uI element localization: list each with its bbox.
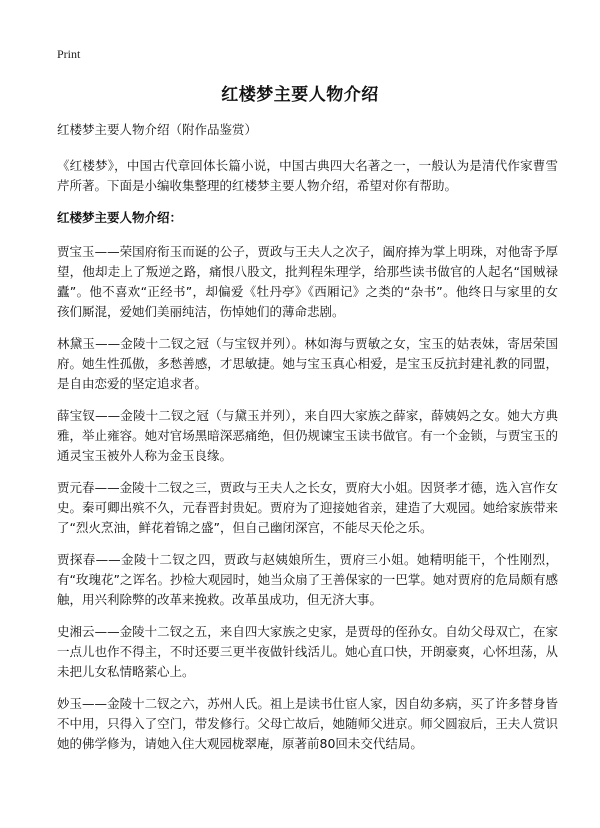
character-paragraph-baochai: 薛宝钗——金陵十二钗之冠（与黛玉并列），来自四大家族之薛家，薛姨妈之女。她大方典雅，举止雍容。她对官场黑暗深恶痛绝，但仍规谏宝玉读书做官。有一个金锁，与贾宝玉的通灵宝玉被外人称为金玉良缘。 <box>57 408 558 463</box>
article-body <box>57 120 558 766</box>
character-paragraph-daiyu: 林黛玉——金陵十二钗之冠（与宝钗并列）。林如海与贾敏之女，宝玉的姑表妹，寄居荣国府。她生性孤傲，多愁善感，才思敏捷。她与宝玉真心相爱，是宝玉反抗封建礼教的同盟，是自由恋爱的坚定追求者。 <box>57 336 558 391</box>
article-subtitle: 红楼梦主要人物介绍（附作品鉴赏） <box>57 122 258 137</box>
character-paragraph-yuanchun: 贾元春——金陵十二钗之三，贾政与王夫人之长女，贾府大小姐。因贤孝才德，选入宫作女史。秦可卿出殡不久，元春晋封贵妃。贾府为了迎接她省亲，建造了大观园。她给家族带来了“烈火烹油，鲜花着锦之盛”，但自己幽闭深宫，不能尽天伦之乐。 <box>57 480 558 535</box>
section-heading: 红楼梦主要人物介绍： <box>57 210 183 225</box>
character-paragraph-xiangyun: 史湘云——金陵十二钗之五，来自四大家族之史家，是贾母的侄孙女。自幼父母双亡，在家一点儿也作不得主，不时还要三更半夜做针线活儿。她心直口快，开朗豪爽，心怀坦荡，从未把儿女私情略萦心上。 <box>57 624 558 679</box>
page-title: 红楼梦主要人物介绍 <box>221 85 379 105</box>
character-paragraph-miaoyu: 妙玉——金陵十二钗之六，苏州人氏。祖上是读书仕宦人家，因自幼多病，买了许多替身皆不中用，只得入了空门，带发修行。父母亡故后，她随师父进京。师父圆寂后，王夫人赏识她的佛学修为，请她入住大观园栊翠庵，原著前80回未交代结局。 <box>57 696 558 751</box>
intro-paragraph: 《红楼梦》，中国古代章回体长篇小说，中国古典四大名著之一，一般认为是清代作家曹雪芹所著。下面是小编收集整理的红楼梦主要人物介绍，希望对你有帮助。 <box>57 158 558 193</box>
character-paragraph-tanchun: 贾探春——金陵十二钗之四，贾政与赵姨娘所生，贾府三小姐。她精明能干，个性刚烈，有“玫瑰花”之诨名。抄检大观园时，她当众扇了王善保家的一巴掌。她对贾府的危局颇有感触，用兴利除弊的改革来挽救。改革虽成功，但无济大事。 <box>57 552 558 607</box>
character-paragraph-baoyu: 贾宝玉——荣国府衔玉而诞的公子，贾政与王夫人之次子，阖府捧为掌上明珠，对他寄予厚望，他却走上了叛逆之路，痛恨八股文，批判程朱理学，给那些读书做官的人起名“国贼禄蠹”。他不喜欢“正经书”，却偏爱《牡丹亭》《西厢记》之类的“杂书”。他终日与家里的女孩们厮混，爱她们美丽纯洁，伤悼她们的薄命悲剧。 <box>57 244 558 319</box>
print-link[interactable]: Print <box>57 47 81 61</box>
